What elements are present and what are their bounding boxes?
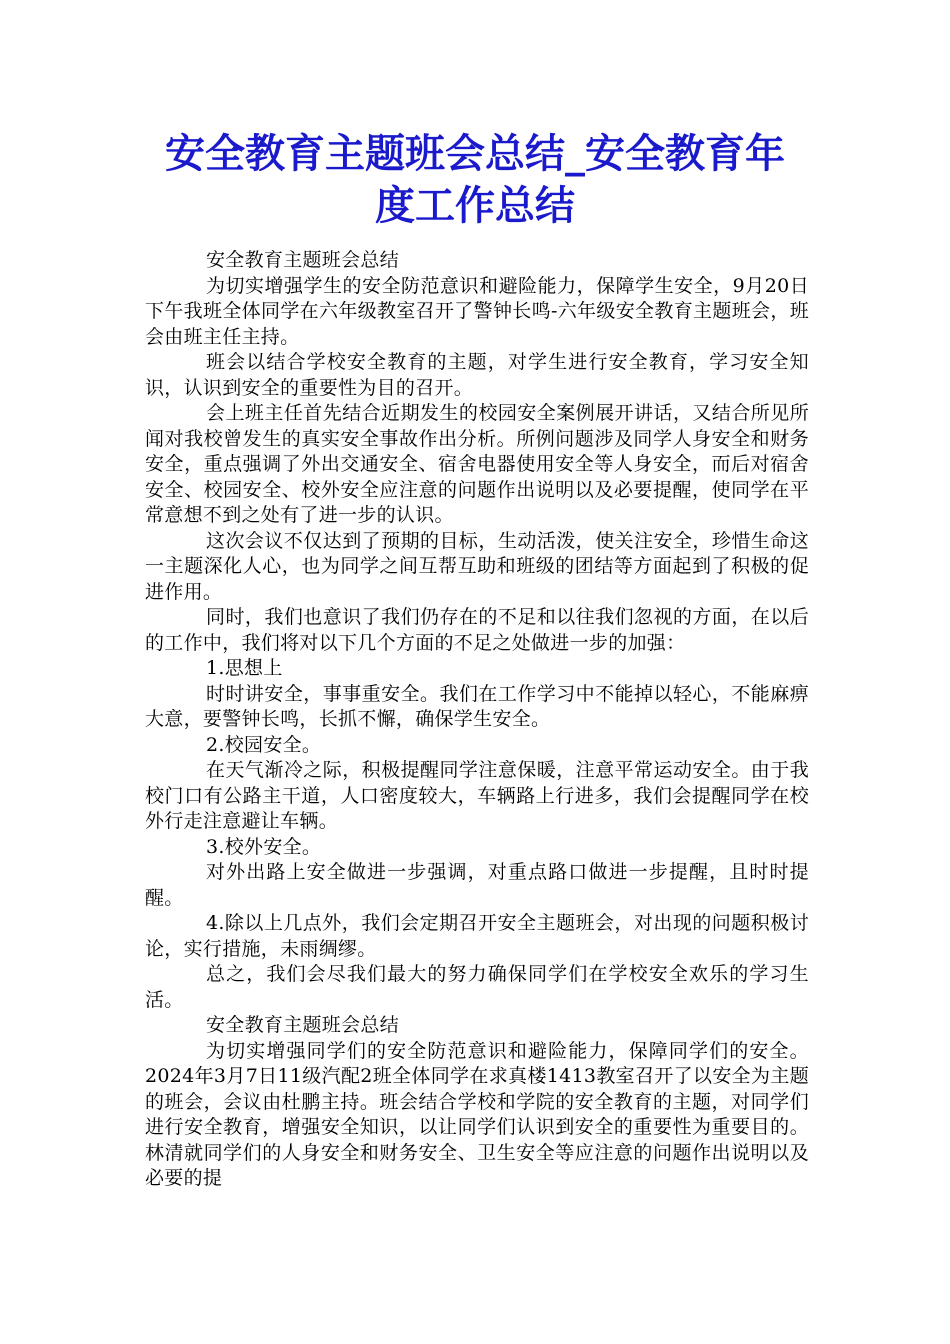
section-heading: 安全教育主题班会总结: [206, 249, 400, 271]
title-line-1: 安全教育主题班会总结_安全教育年: [165, 131, 785, 177]
document-title: [140, 128, 810, 232]
paragraph: 同时，我们也意识了我们仍存在的不足和以往我们忽视的方面，在以后的工作中，我们将对以下几个方面的不足之处做进一步的加强：: [145, 606, 809, 654]
paragraph: 总之，我们会尽我们最大的努力确保同学们在学校安全欢乐的学习生活。: [145, 963, 809, 1011]
document-body: [145, 248, 809, 1192]
paragraph: 班会以结合学校安全教育的主题，对学生进行安全教育，学习安全知识，认识到安全的重要性为目的召开。: [145, 351, 809, 399]
paragraph: 对外出路上安全做进一步强调，对重点路口做进一步提醒，且时时提醒。: [145, 861, 809, 909]
list-heading: 3.校外安全。: [206, 835, 322, 858]
paragraph: 在天气渐冷之际，积极提醒同学注意保暖，注意平常运动安全。由于我校门口有公路主干道，人口密度较大，车辆路上行进多，我们会提醒同学在校外行走注意避让车辆。: [145, 759, 809, 832]
title-line-2: 度工作总结: [375, 183, 575, 229]
list-heading: 1.思想上: [206, 657, 283, 679]
paragraph: 这次会议不仅达到了预期的目标，生动活泼，使关注安全，珍惜生命这一主题深化人心，也为同学之间互帮互助和班级的团结等方面起到了积极的促进作用。: [145, 529, 809, 603]
paragraph: 为切实增强同学们的安全防范意识和避险能力，保障同学们的安全。2024年3月7日11级汽配2班全体同学在求真楼1413教室召开了以安全为主题的班会，会议由杜鹏主持。班会结合学校和学院的安全教育的主题，对同学们进行安全教育，增强安全知识，以让同学们认识到安全的重要性为重要目的。林清就同学们的人身安全和财务安全、卫生安全等应注意的问题作出说明以及必要的提: [145, 1039, 809, 1189]
paragraph: 时时讲安全，事事重安全。我们在工作学习中不能掉以轻心，不能麻痹大意，要警钟长鸣，长抓不懈，确保学生安全。: [145, 682, 809, 730]
list-heading: 2.校园安全。: [206, 733, 322, 756]
paragraph: 4.除以上几点外，我们会定期召开安全主题班会，对出现的问题积极讨论，实行措施，未雨绸缪。: [145, 912, 809, 960]
paragraph: 为切实增强学生的安全防范意识和避险能力，保障学生安全，9月20日下午我班全体同学在六年级教室召开了警钟长鸣-六年级安全教育主题班会，班会由班主任主持。: [145, 274, 809, 348]
section-heading: 安全教育主题班会总结: [206, 1014, 400, 1036]
paragraph: 会上班主任首先结合近期发生的校园安全案例展开讲话，又结合所见所闻对我校曾发生的真实安全事故作出分析。所例问题涉及同学人身安全和财务安全，重点强调了外出交通安全、宿舍电器使用安全等人身安全，而后对宿舍安全、校园安全、校外安全应注意的问题作出说明以及必要提醒，使同学在平常意想不到之处有了进一步的认识。: [145, 402, 809, 526]
